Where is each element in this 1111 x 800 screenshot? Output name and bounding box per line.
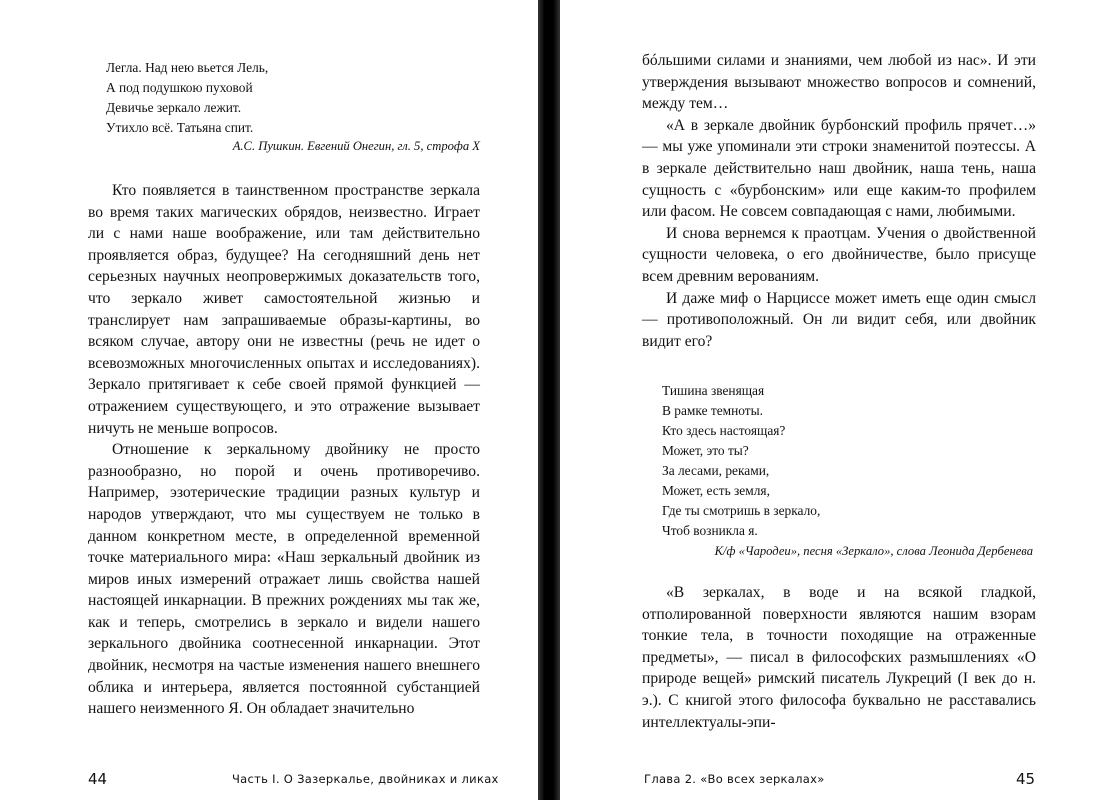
right-body-text-bottom [642, 582, 1036, 733]
lyric-line: Чтоб возникла я. [662, 523, 758, 538]
lyric-line: Может, есть земля, [662, 483, 770, 498]
lyric-line: Где ты смотришь в зеркало, [662, 503, 821, 518]
epigraph-line: Утихло всё. Татьяна спит. [106, 120, 254, 135]
epigraph [106, 58, 406, 138]
epigraph-line: А под подушкою пуховой [106, 80, 253, 95]
right-page [560, 0, 1111, 800]
lyric-line: Может, это ты? [662, 443, 749, 458]
lyric-line: За лесами, реками, [662, 463, 770, 478]
song-lyrics [662, 381, 962, 541]
paragraph: Отношение к зеркальному двойнику не просто разнообразно, но порой и очень противоречиво. Например, эзотерические традиции разных культур и народов утверждают, что мы существуем не только в данном конкретном месте, в определенной временной точке материального мира: «Наш зеркальный двойник из миров иных измерений отражает лишь свойства нашей настоящей инкарнации. В прежних рождениях мы так же, как и теперь, смотрелись в зеркало и видели нашего зеркального двойника соотнесенной инкарнации. Этот двойник, несмотря на частые изменения нашего внешнего облика и интерьера, является постоянной субстанцией нашего неизменного Я. Он обладает значительно [88, 441, 480, 718]
lyric-line: В рамке темноты. [662, 403, 764, 418]
epigraph-line: Легла. Над нею вьется Лель, [106, 60, 269, 75]
left-page [0, 0, 538, 800]
paragraph: «А в зеркале двойник бурбонский профиль прячет…» — мы уже упоминали эти строки знаменитой поэтессы. А в зеркале действительно наш двойник, наша тень, наша сущность с «бурбонским» или еще каким-то профилем или фасом. Не совсем совпадающая с нами, любимыми. [642, 116, 1036, 221]
running-head: Часть I. О Зазеркалье, двойниках и ликах [232, 772, 499, 786]
paragraph: «В зеркалах, в воде и на всякой гладкой, отполированной поверхности являются нашим взорам тонкие тела, в точности походящие на отраженные предметы», — писал в философских размышлениях «О природе вещей» римский писатель Лукреций (I век до н. э.). С книгой этого философа буквально не расставались интеллектуалы-эпи- [642, 584, 1036, 731]
page-number: 44 [88, 770, 108, 788]
paragraph: И снова вернемся к праотцам. Учения о двойственной сущности человека, о его двойничестве, было присуще всем древним верованиям. [642, 224, 1036, 285]
lyric-line: Тишина звенящая [662, 383, 765, 398]
lyric-line: Кто здесь настоящая? [662, 423, 786, 438]
right-body-text-top [642, 50, 1036, 352]
running-head: Глава 2. «Во всех зеркалах» [644, 772, 825, 786]
paragraph: И даже миф о Нарциссе может иметь еще один смысл — противоположный. Он ли видит себя, или двойник видит его? [642, 289, 1036, 350]
page-number: 45 [1016, 770, 1036, 788]
song-attribution: К/ф «Чародеи», песня «Зеркало», слова Леонида Дербенева [714, 544, 1033, 558]
left-body-text [88, 180, 480, 720]
paragraph: Кто появляется в таинственном пространстве зеркала во время таких магических обрядов, неизвестно. Играет ли с нами наше воображение, или там действительно проявляется образ, будущее? На сегодняшний день нет серьезных научных неопровержимых доказательств того, что зеркало живет самостоятельной жизнью и транслирует нам запрашиваемые образы-картины, во всяком случае, автору они не известны (речь не идет о всевозможных многочисленных опытах и исследованиях). Зеркало притягивает к себе своей прямой функцией — отражением существующего, и это отражение вызывает ничуть не меньше вопросов. [88, 182, 480, 437]
book-gutter [538, 0, 560, 800]
epigraph-attribution: А.С. Пушкин. Евгений Онегин, гл. 5, строфа X [232, 139, 480, 153]
paragraph: бóльшими силами и знаниями, чем любой из нас». И эти утверждения вызывают множество вопросов и сомнений, между тем… [642, 52, 1036, 113]
epigraph-line: Девичье зеркало лежит. [106, 100, 242, 115]
